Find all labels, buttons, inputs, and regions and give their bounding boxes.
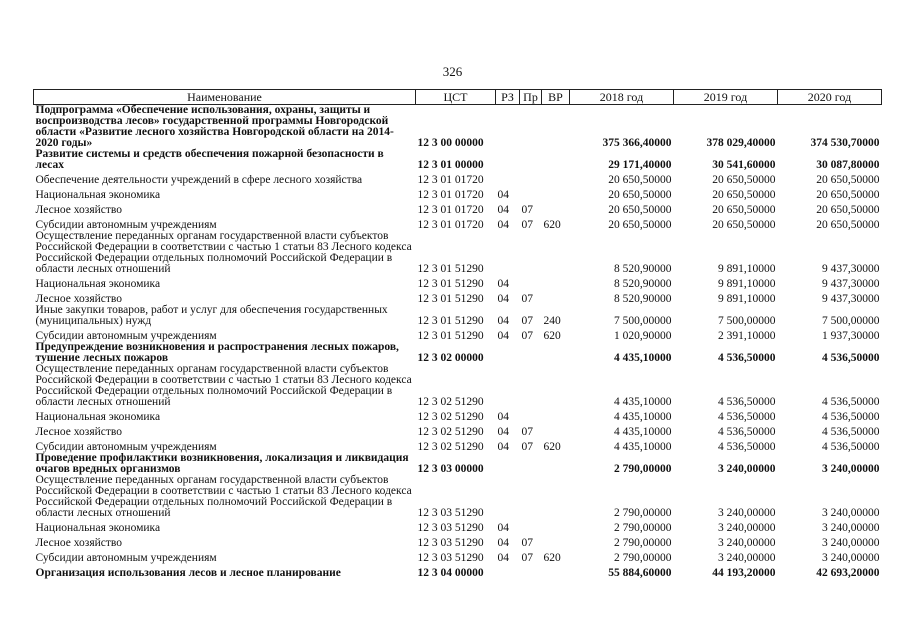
cell-amount-2018: 4 435,10000 (614, 352, 672, 364)
cell-code: 12 3 03 51290 (417, 522, 484, 534)
cell-rz (496, 453, 520, 475)
cell-rz: 04 (497, 330, 509, 342)
cell-amount-2019: 4 536,50000 (718, 426, 776, 438)
cell-name: Развитие системы и средств обеспечения пожарной безопасности в лесах (35, 148, 384, 171)
cell-name: Лесное хозяйство (35, 293, 123, 305)
cell-amount-2020: 3 240,00000 (822, 537, 880, 549)
cell-vr (542, 453, 570, 475)
table-row (34, 290, 882, 305)
cell-vr (542, 423, 570, 438)
cell-amount-2018: 2 790,00000 (614, 507, 672, 519)
cell-rz: 04 (497, 189, 509, 201)
cell-pr (520, 453, 542, 475)
cell-name: Национальная экономика (35, 189, 161, 201)
cell-rz: 04 (497, 411, 509, 423)
cell-code: 12 3 00 00000 (417, 137, 484, 149)
cell-vr (542, 275, 570, 290)
cell-amount-2018: 375 366,40000 (602, 137, 672, 149)
cell-code: 12 3 03 00000 (417, 463, 484, 475)
table-row (34, 549, 882, 564)
cell-name: Национальная экономика (35, 411, 161, 423)
cell-amount-2019: 3 240,00000 (718, 537, 776, 549)
table-row (34, 275, 882, 290)
cell-name: Осуществление переданных органам государственной власти субъектов Российской Федерации в соответствии с частью 1 статьи 83 Лесного кодекса Российской Федерации отдельных полномочий Российской Федерации в области лесных отношений (35, 230, 412, 275)
cell-pr: 07 (521, 426, 533, 438)
cell-code: 12 3 01 51290 (417, 330, 484, 342)
cell-amount-2020: 4 536,50000 (822, 426, 880, 438)
header-name: Наименование (34, 90, 416, 105)
cell-rz: 04 (497, 441, 509, 453)
cell-vr: 620 (543, 219, 561, 231)
table-row (34, 423, 882, 438)
cell-rz (496, 105, 520, 150)
cell-amount-2020: 3 240,00000 (822, 522, 880, 534)
cell-name: Осуществление переданных органам государственной власти субъектов Российской Федерации в соответствии с частью 1 статьи 83 Лесного кодекса Российской Федерации отдельных полномочий Российской Федерации в области лесных отношений (35, 474, 412, 519)
cell-pr (520, 564, 542, 579)
cell-code: 12 3 04 00000 (417, 567, 484, 579)
cell-code: 12 3 03 51290 (417, 537, 484, 549)
cell-amount-2020: 374 530,70000 (810, 137, 880, 149)
cell-rz (496, 149, 520, 171)
cell-amount-2019: 4 536,50000 (718, 352, 776, 364)
cell-vr (542, 475, 570, 519)
cell-name: Лесное хозяйство (35, 204, 123, 216)
cell-pr (520, 231, 542, 275)
table-body (34, 105, 882, 580)
table-row (34, 327, 882, 342)
cell-pr: 07 (521, 537, 533, 549)
cell-amount-2020: 9 437,30000 (822, 293, 880, 305)
cell-amount-2020: 7 500,00000 (822, 315, 880, 327)
cell-amount-2019: 7 500,00000 (718, 315, 776, 327)
cell-rz (496, 231, 520, 275)
cell-amount-2019: 4 536,50000 (718, 441, 776, 453)
cell-amount-2020: 30 087,80000 (816, 159, 880, 171)
cell-amount-2020: 4 536,50000 (822, 352, 880, 364)
cell-amount-2020: 42 693,20000 (816, 567, 880, 579)
cell-amount-2018: 4 435,10000 (614, 411, 672, 423)
cell-pr: 07 (521, 219, 533, 231)
cell-amount-2018: 2 790,00000 (614, 522, 672, 534)
table-row (34, 305, 882, 327)
cell-pr (520, 475, 542, 519)
cell-code: 12 3 02 51290 (417, 396, 484, 408)
cell-vr (542, 186, 570, 201)
cell-vr (542, 534, 570, 549)
cell-amount-2018: 1 020,90000 (614, 330, 672, 342)
cell-code: 12 3 01 00000 (417, 159, 484, 171)
table-row (34, 408, 882, 423)
header-year-2019: 2019 год (674, 90, 778, 105)
cell-amount-2019: 44 193,20000 (712, 567, 776, 579)
cell-pr: 07 (521, 330, 533, 342)
cell-rz: 04 (497, 537, 509, 549)
header-vr: ВР (542, 90, 570, 105)
cell-amount-2019: 3 240,00000 (718, 463, 776, 475)
cell-amount-2020: 20 650,50000 (816, 219, 880, 231)
cell-code: 12 3 03 51290 (417, 507, 484, 519)
cell-vr (542, 231, 570, 275)
cell-amount-2020: 3 240,00000 (822, 552, 880, 564)
cell-amount-2020: 20 650,50000 (816, 189, 880, 201)
cell-vr: 620 (543, 441, 561, 453)
cell-amount-2018: 20 650,50000 (608, 189, 672, 201)
cell-amount-2020: 3 240,00000 (822, 507, 880, 519)
cell-pr (520, 171, 542, 186)
table-row (34, 519, 882, 534)
cell-name: Подпрограмма «Обеспечение использования, охраны, защиты и воспроизводства лесов» государственной программы Новгородской области «Развитие лесного хозяйства Новгородской области на 2014-2020 годы» (35, 104, 394, 149)
cell-amount-2018: 20 650,50000 (608, 204, 672, 216)
cell-vr (542, 564, 570, 579)
cell-pr: 07 (521, 204, 533, 216)
cell-amount-2019: 4 536,50000 (718, 396, 776, 408)
cell-amount-2020: 20 650,50000 (816, 174, 880, 186)
cell-code: 12 3 01 01720 (417, 204, 484, 216)
cell-rz (496, 171, 520, 186)
cell-amount-2020: 3 240,00000 (822, 463, 880, 475)
cell-name: Субсидии автономным учреждениям (35, 552, 217, 564)
table-row (34, 105, 882, 150)
cell-rz: 04 (497, 315, 509, 327)
table-row (34, 364, 882, 408)
cell-pr: 07 (521, 293, 533, 305)
cell-code: 12 3 01 51290 (417, 315, 484, 327)
cell-vr (542, 171, 570, 186)
header-year-2020: 2020 год (778, 90, 882, 105)
cell-rz (496, 475, 520, 519)
cell-name: Субсидии автономным учреждениям (35, 219, 217, 231)
table-row (34, 438, 882, 453)
cell-pr (520, 342, 542, 364)
cell-amount-2018: 7 500,00000 (614, 315, 672, 327)
cell-rz: 04 (497, 293, 509, 305)
cell-vr: 620 (543, 552, 561, 564)
cell-amount-2018: 8 520,90000 (614, 293, 672, 305)
cell-code: 12 3 01 51290 (417, 263, 484, 275)
cell-amount-2018: 8 520,90000 (614, 263, 672, 275)
cell-vr (542, 290, 570, 305)
cell-amount-2019: 9 891,10000 (718, 278, 776, 290)
cell-name: Проведение профилактики возникновения, локализация и ликвидация очагов вредных организмов (35, 452, 409, 475)
cell-pr (520, 408, 542, 423)
cell-vr (542, 408, 570, 423)
cell-code: 12 3 02 51290 (417, 426, 484, 438)
cell-amount-2020: 1 937,30000 (822, 330, 880, 342)
cell-amount-2018: 20 650,50000 (608, 174, 672, 186)
cell-code: 12 3 01 01720 (417, 189, 484, 201)
table-row (34, 186, 882, 201)
cell-amount-2019: 2 391,10000 (718, 330, 776, 342)
cell-rz: 04 (497, 278, 509, 290)
cell-amount-2020: 4 536,50000 (822, 411, 880, 423)
cell-amount-2019: 20 650,50000 (712, 219, 776, 231)
cell-code: 12 3 01 01720 (417, 174, 484, 186)
cell-amount-2018: 2 790,00000 (614, 463, 672, 475)
cell-vr: 240 (543, 315, 561, 327)
cell-code: 12 3 02 51290 (417, 411, 484, 423)
cell-amount-2020: 4 536,50000 (822, 396, 880, 408)
cell-code: 12 3 01 01720 (417, 219, 484, 231)
cell-rz: 04 (497, 204, 509, 216)
cell-vr: 620 (543, 330, 561, 342)
cell-amount-2018: 4 435,10000 (614, 441, 672, 453)
cell-name: Обеспечение деятельности учреждений в сфере лесного хозяйства (35, 174, 363, 186)
cell-code: 12 3 01 51290 (417, 278, 484, 290)
cell-amount-2020: 9 437,30000 (822, 278, 880, 290)
cell-amount-2020: 20 650,50000 (816, 204, 880, 216)
cell-vr (542, 519, 570, 534)
cell-rz: 04 (497, 522, 509, 534)
cell-pr (520, 519, 542, 534)
table-row (34, 453, 882, 475)
header-year-2018: 2018 год (570, 90, 674, 105)
cell-vr (542, 342, 570, 364)
table-row (34, 475, 882, 519)
header-rz: РЗ (496, 90, 520, 105)
cell-amount-2018: 4 435,10000 (614, 396, 672, 408)
cell-code: 12 3 02 51290 (417, 441, 484, 453)
cell-amount-2018: 2 790,00000 (614, 537, 672, 549)
cell-amount-2018: 8 520,90000 (614, 278, 672, 290)
header-pr: Пр (520, 90, 542, 105)
cell-amount-2019: 20 650,50000 (712, 204, 776, 216)
table-row (34, 171, 882, 186)
cell-pr (520, 149, 542, 171)
cell-amount-2020: 4 536,50000 (822, 441, 880, 453)
cell-name: Субсидии автономным учреждениям (35, 330, 217, 342)
cell-amount-2019: 378 029,40000 (706, 137, 776, 149)
cell-vr (542, 149, 570, 171)
cell-amount-2018: 2 790,00000 (614, 552, 672, 564)
cell-name: Национальная экономика (35, 522, 161, 534)
cell-rz: 04 (497, 552, 509, 564)
cell-pr: 07 (521, 441, 533, 453)
cell-pr (520, 364, 542, 408)
cell-amount-2019: 3 240,00000 (718, 522, 776, 534)
cell-name: Осуществление переданных органам государственной власти субъектов Российской Федерации в соответствии с частью 1 статьи 83 Лесного кодекса Российской Федерации отдельных полномочий Российской Федерации в области лесных отношений (35, 363, 412, 408)
table-row (34, 201, 882, 216)
cell-amount-2018: 55 884,60000 (608, 567, 672, 579)
cell-amount-2019: 30 541,60000 (712, 159, 776, 171)
table-row (34, 564, 882, 579)
cell-pr (520, 105, 542, 150)
budget-table (33, 89, 882, 579)
table-row (34, 342, 882, 364)
cell-amount-2018: 29 171,40000 (608, 159, 672, 171)
cell-amount-2020: 9 437,30000 (822, 263, 880, 275)
cell-amount-2019: 3 240,00000 (718, 552, 776, 564)
cell-name: Субсидии автономным учреждениям (35, 441, 217, 453)
cell-rz (496, 342, 520, 364)
cell-amount-2018: 20 650,50000 (608, 219, 672, 231)
cell-code: 12 3 03 51290 (417, 552, 484, 564)
cell-amount-2019: 20 650,50000 (712, 174, 776, 186)
cell-vr (542, 364, 570, 408)
table-row (34, 231, 882, 275)
cell-pr: 07 (521, 315, 533, 327)
cell-pr: 07 (521, 552, 533, 564)
cell-pr (520, 275, 542, 290)
table-row (34, 534, 882, 549)
cell-amount-2019: 9 891,10000 (718, 263, 776, 275)
cell-amount-2019: 20 650,50000 (712, 189, 776, 201)
cell-amount-2019: 3 240,00000 (718, 507, 776, 519)
table-row (34, 216, 882, 231)
cell-rz (496, 364, 520, 408)
cell-name: Национальная экономика (35, 278, 161, 290)
page-number: 326 (442, 64, 463, 79)
cell-name: Лесное хозяйство (35, 426, 123, 438)
table-row (34, 149, 882, 171)
cell-rz: 04 (497, 426, 509, 438)
cell-name: Организация использования лесов и лесное планирование (35, 567, 341, 579)
table-header-row (34, 90, 882, 105)
cell-rz: 04 (497, 219, 509, 231)
cell-name: Лесное хозяйство (35, 537, 123, 549)
cell-rz (496, 564, 520, 579)
cell-pr (520, 186, 542, 201)
header-code: ЦСТ (416, 90, 496, 105)
cell-amount-2019: 4 536,50000 (718, 411, 776, 423)
cell-code: 12 3 02 00000 (417, 352, 484, 364)
cell-vr (542, 201, 570, 216)
cell-vr (542, 105, 570, 150)
cell-amount-2019: 9 891,10000 (718, 293, 776, 305)
cell-name: Предупреждение возникновения и распространения лесных пожаров, тушение лесных пожаров (35, 341, 399, 364)
cell-name: Иные закупки товаров, работ и услуг для обеспечения государственных (муниципальных) нужд (35, 304, 388, 327)
cell-amount-2018: 4 435,10000 (614, 426, 672, 438)
cell-code: 12 3 01 51290 (417, 293, 484, 305)
